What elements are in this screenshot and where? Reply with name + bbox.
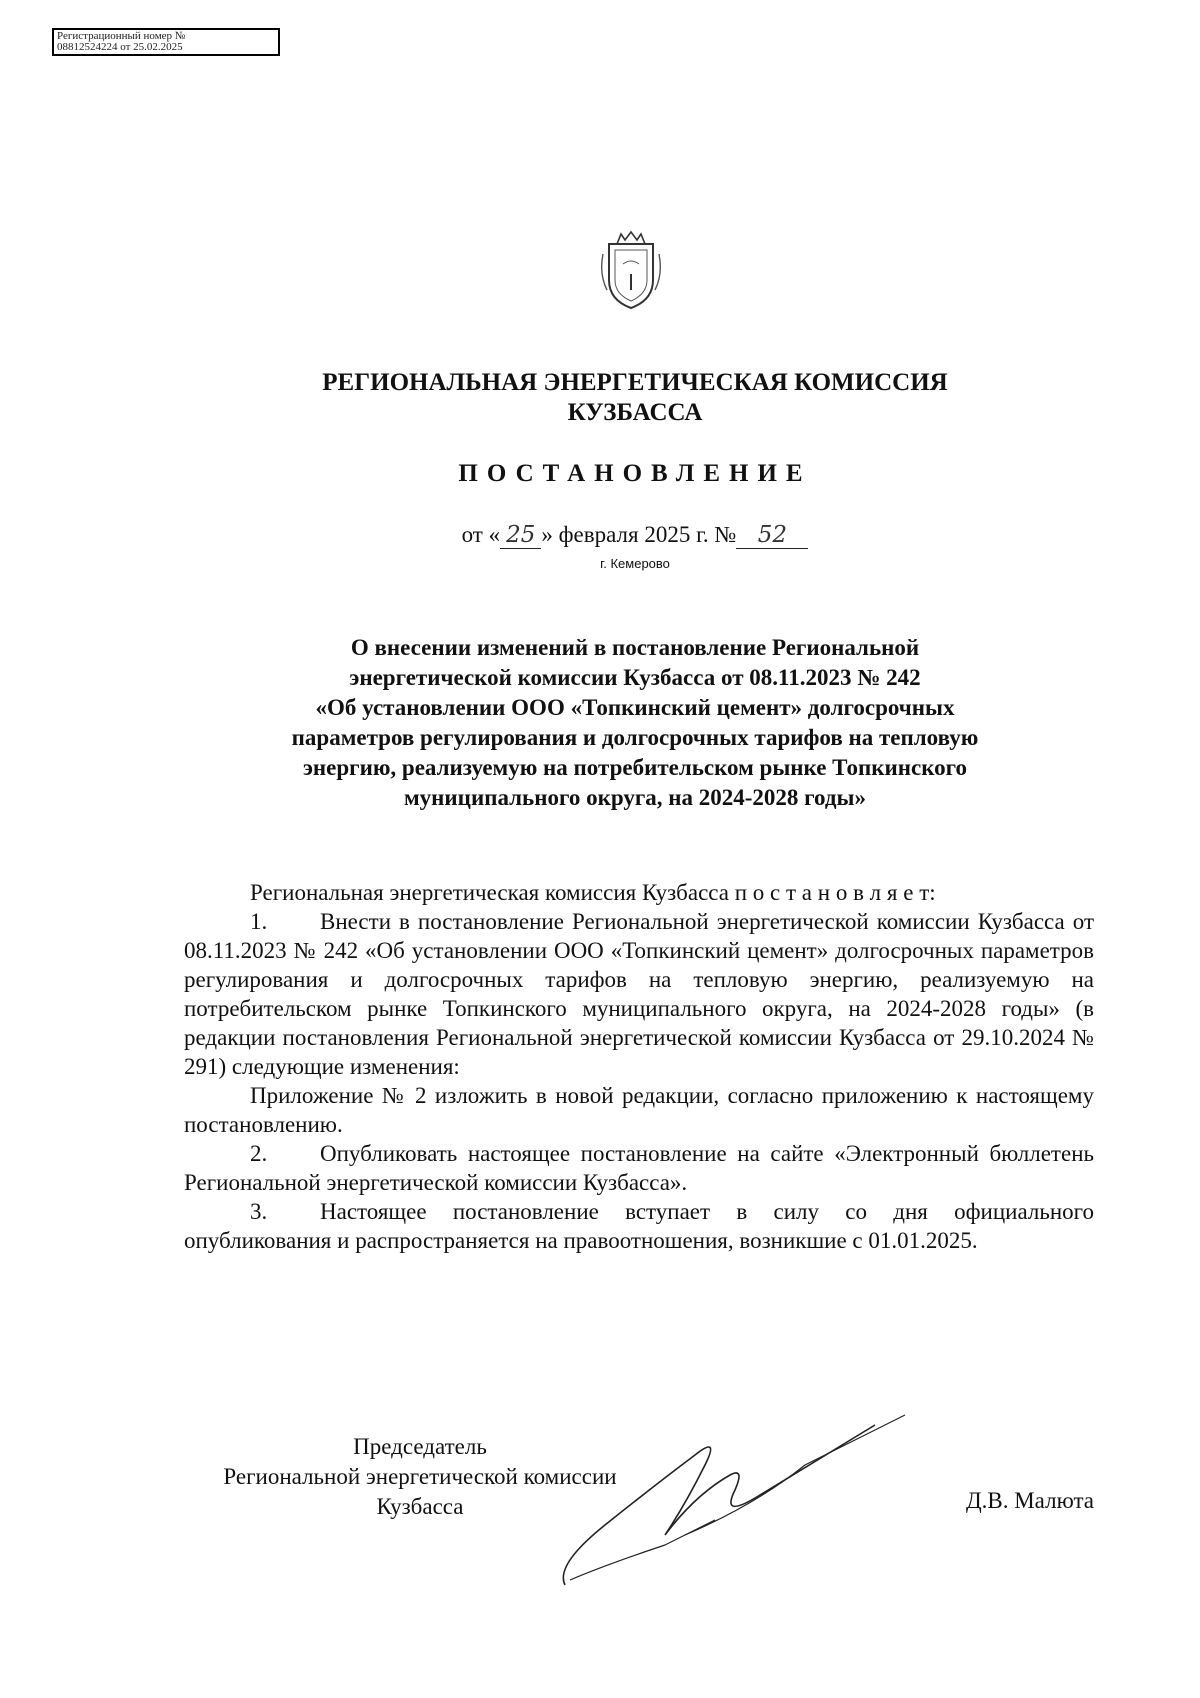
subject-line: «Об установлении ООО «Топкинский цемент» долгосрочных — [315, 695, 955, 720]
document-number: 52 — [736, 522, 808, 549]
document-body — [184, 878, 1094, 1255]
item-3 — [184, 1197, 1094, 1255]
intro-verb: п о с т а н о в л я е т: — [734, 880, 936, 905]
item-3-number: 3. — [250, 1199, 268, 1224]
subject-line: муниципального округа, на 2024-2028 годы» — [404, 785, 866, 810]
subject-line: энергию, реализуемую на потребительском рынке Топкинского — [302, 755, 968, 780]
subject-line: параметров регулирования и долгосрочных тарифов на тепловую — [291, 725, 979, 750]
signatory-title-line2: Региональной энергетической комиссии — [223, 1464, 617, 1489]
item-2 — [184, 1139, 1094, 1197]
item-1 — [184, 907, 1094, 1081]
intro-lead: Региональная энергетическая комиссия Кузбасса — [250, 880, 729, 905]
org-name-line2: КУЗБАССА — [567, 399, 703, 426]
subject-line: О внесении изменений в постановление Региональной — [350, 635, 920, 660]
date-line — [0, 522, 1200, 549]
signatory-title-line3: Кузбасса — [376, 1494, 464, 1519]
item-1-number: 1. — [250, 909, 268, 934]
city: г. Кемерово — [600, 556, 670, 571]
signatory-name: Д.В. Малюта — [965, 1488, 1094, 1513]
item-3-text: Настоящее постановление вступает в силу со дня официального опубликования и распространяется на правоотношения, возникшие с 01.01.2025. — [184, 1199, 1094, 1253]
intro-paragraph — [184, 878, 1094, 907]
subject-line: энергетической комиссии Кузбасса от 08.11.2023 № 242 — [349, 665, 921, 690]
item-1-sub: Приложение № 2 изложить в новой редакции, согласно приложению к настоящему постановлению. — [184, 1083, 1094, 1137]
registration-stamp — [52, 28, 280, 56]
item-1-text: Внести в постановление Региональной энергетической комиссии Кузбасса от 08.11.2023 № 242 «Об установлении ООО «Топкинский цемент» долгосрочных параметров регулирования и долгосрочных тарифов на тепловую энергию, реализуемую на потребительском рынке Топкинского муниципального округа, на 2024-2028 годы» (в редакции постановления Региональной энергетической комиссии Кузбасса от 29.10.2024 № 291) следующие изменения: — [184, 909, 1094, 1079]
coat-of-arms-icon — [595, 230, 667, 312]
registration-label: Регистрационный номер № — [57, 30, 186, 42]
registration-number: 08812524224 от 25.02.2025 — [57, 41, 183, 53]
document-subject — [220, 633, 1050, 813]
org-name-line1: РЕГИОНАЛЬНАЯ ЭНЕРГЕТИЧЕСКАЯ КОМИССИЯ — [322, 369, 948, 396]
date-day: 25 — [500, 522, 541, 549]
item-2-number: 2. — [250, 1141, 268, 1166]
item-2-text: Опубликовать настоящее постановление на сайте «Электронный бюллетень Региональной энергетической комиссии Кузбасса». — [184, 1141, 1094, 1195]
document-type: ПОСТАНОВЛЕНИЕ — [458, 460, 812, 487]
handwritten-signature — [545, 1395, 945, 1595]
date-middle: » февраля 2025 г. № — [541, 522, 737, 547]
date-prefix: от « — [461, 522, 501, 547]
signatory-title-line1: Председатель — [353, 1434, 487, 1459]
